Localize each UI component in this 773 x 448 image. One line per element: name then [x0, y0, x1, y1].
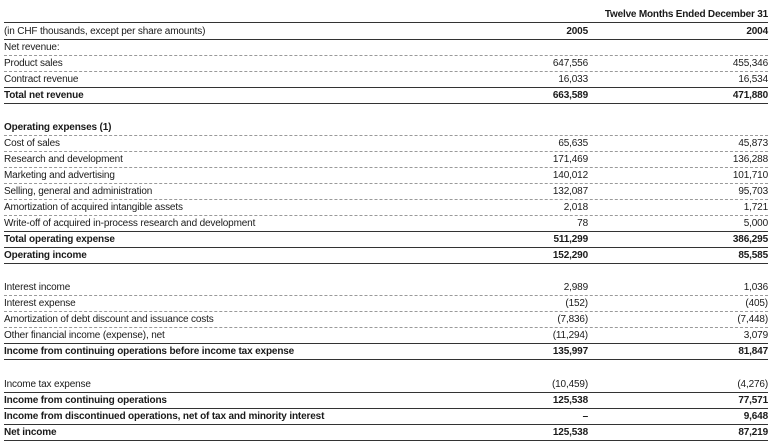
value-2005: 78 [577, 218, 588, 229]
column-2004-header: 2004 [746, 26, 768, 37]
row-label: Amortization of debt discount and issuance costs [4, 314, 214, 325]
table-row [4, 216, 768, 232]
value-2005: (10,459) [551, 379, 588, 390]
table-row-total [4, 248, 768, 264]
value-2004: 101,710 [732, 170, 768, 181]
value-2004: 95,703 [738, 186, 768, 197]
value-2005: 171,469 [552, 154, 588, 165]
value-2005: 2,018 [563, 202, 588, 213]
value-2004: 81,847 [738, 346, 768, 357]
value-2005: 65,635 [558, 138, 588, 149]
value-2005: 125,538 [552, 395, 588, 406]
value-2005: 647,556 [552, 58, 588, 69]
value-2005: 2,989 [563, 282, 588, 293]
row-label: Income from discontinued operations, net of tax and minority interest [4, 411, 325, 422]
value-2005: 125,538 [552, 427, 588, 438]
row-label: Operating expenses (1) [4, 122, 112, 133]
value-2004: 5,000 [743, 218, 768, 229]
column-header-row [4, 24, 768, 40]
row-label: Income from continuing operations [4, 395, 167, 406]
row-label: Contract revenue [4, 74, 79, 85]
value-2004: 77,571 [738, 395, 768, 406]
value-2004: 455,346 [732, 58, 768, 69]
value-2004: 3,079 [743, 330, 768, 341]
value-2004: 16,534 [738, 74, 768, 85]
row-label: Interest income [4, 282, 71, 293]
table-row-total [4, 88, 768, 104]
row-label: Write-off of acquired in-process research and development [4, 218, 256, 229]
table-row [4, 72, 768, 88]
row-label: Amortization of acquired intangible assets [4, 202, 183, 213]
value-2005: (11,294) [552, 330, 588, 341]
table-row [4, 200, 768, 216]
value-2005: 140,012 [552, 170, 588, 181]
table-row-total [4, 393, 768, 409]
table-row [4, 328, 768, 344]
value-2004: 85,585 [738, 250, 768, 261]
row-label: Research and development [4, 154, 123, 165]
value-2004: (4,276) [737, 379, 768, 390]
value-2005: 132,087 [552, 186, 588, 197]
value-2005: 16,033 [558, 74, 588, 85]
table-row-total [4, 409, 768, 425]
units-label: (in CHF thousands, except per share amounts) [4, 26, 206, 37]
table-row-section [4, 120, 768, 136]
table-row [4, 280, 768, 296]
row-label: Income tax expense [4, 379, 91, 390]
table-row [4, 56, 768, 72]
period-divider [4, 22, 768, 23]
value-2004: 87,219 [738, 427, 768, 438]
value-2004: (7,448) [737, 314, 768, 325]
table-row [4, 377, 768, 393]
value-2004: 45,873 [738, 138, 768, 149]
value-2005: 511,299 [553, 234, 588, 245]
row-label: Product sales [4, 58, 63, 69]
value-2005: (7,836) [557, 314, 588, 325]
value-2004: 9,648 [743, 411, 768, 422]
value-2004: 386,295 [732, 234, 768, 245]
table-row-total [4, 232, 768, 248]
value-2004: (405) [745, 298, 768, 309]
table-row [4, 136, 768, 152]
row-label: Net income [4, 427, 57, 438]
table-row [4, 296, 768, 312]
value-2005: 663,589 [552, 90, 588, 101]
row-label: Cost of sales [4, 138, 60, 149]
row-label: Income from continuing operations before income tax expense [4, 346, 295, 357]
table-row-total [4, 344, 768, 360]
value-2004: 136,288 [732, 154, 768, 165]
table-row [4, 152, 768, 168]
value-2004: 1,036 [743, 282, 768, 293]
row-label: Net revenue: [4, 42, 60, 53]
row-label: Interest expense [4, 298, 76, 309]
value-2004: 471,880 [732, 90, 768, 101]
value-2004: 1,721 [743, 202, 768, 213]
table-row [4, 184, 768, 200]
table-row [4, 40, 768, 56]
row-label: Selling, general and administration [4, 186, 153, 197]
value-2005: (152) [565, 298, 588, 309]
column-2005-header: 2005 [566, 26, 588, 37]
row-label: Operating income [4, 250, 87, 261]
table-row [4, 312, 768, 328]
row-label: Marketing and advertising [4, 170, 115, 181]
period-header: Twelve Months Ended December 31 [604, 9, 768, 20]
table-row [4, 168, 768, 184]
row-label: Other financial income (expense), net [4, 330, 165, 341]
value-2005: – [582, 411, 588, 422]
value-2005: 135,997 [552, 346, 588, 357]
row-label: Total operating expense [4, 234, 115, 245]
row-label: Total net revenue [4, 90, 84, 101]
value-2005: 152,290 [552, 250, 588, 261]
table-row-total [4, 425, 768, 441]
income-statement [4, 0, 768, 448]
